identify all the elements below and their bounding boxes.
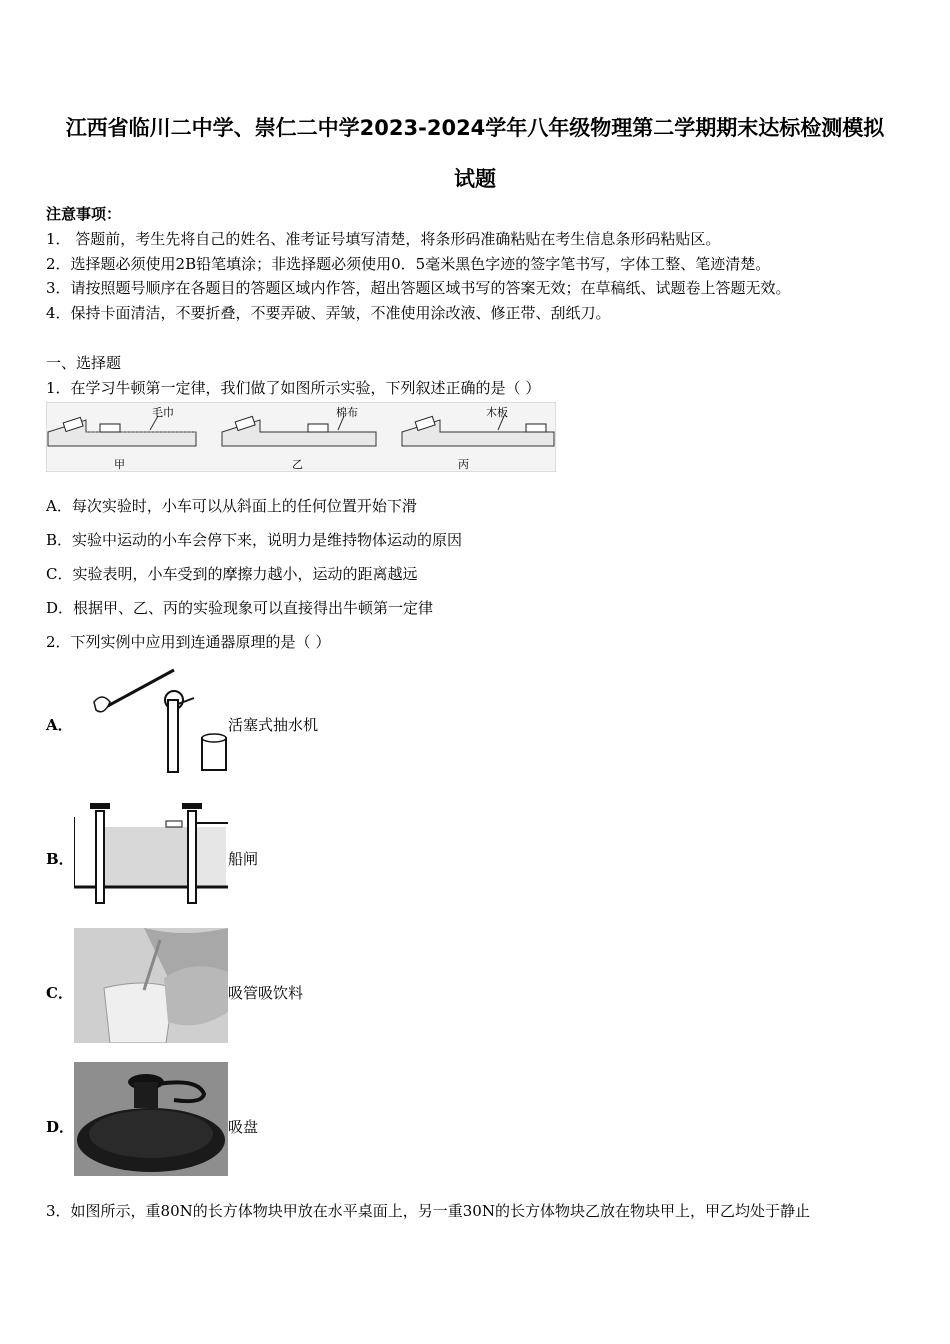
doc-title-line1: 江西省临川二中学、崇仁二中学2023-2024学年八年级物理第二学期期末达标检测模拟 [65,116,885,140]
q1-option-b: B．实验中运动的小车会停下来，说明力是维持物体运动的原因 [46,531,463,549]
pump-illustration [74,660,228,775]
section-heading: 一、选择题 [46,354,122,372]
q1-option-c: C．实验表明，小车受到的摩擦力越小，运动的距离越远 [46,565,418,583]
q1-caption-bing: 丙 [458,458,469,471]
notice-heading: 注意事项： [46,205,122,223]
q1-caption-jia: 甲 [114,458,125,471]
notice-item-4: 4．保持卡面清洁，不要折叠，不要弄破、弄皱，不准使用涂改液、修正带、刮纸刀。 [46,304,611,322]
notice-item-2: 2．选择题必须使用2B铅笔填涂；非选择题必须使用0．5毫米黑色字迹的签字笔书写，字体工整、笔迹清楚。 [46,255,771,273]
q2-stem: 2．下列实例中应用到连通器原理的是（ ） [46,633,331,651]
q1-label-muban: 木板 [486,406,508,419]
q1-label-maojin: 毛巾 [152,406,174,419]
q2-option-d-letter: D． [46,1118,75,1136]
q2-option-d-text: 吸盘 [228,1118,259,1136]
q1-option-d: D．根据甲、乙、丙的实验现象可以直接得出牛顿第一定律 [46,599,434,617]
q1-label-mianbu: 棉布 [336,406,358,419]
ship-lock-illustration [74,797,228,909]
q3-stem: 3．如图所示，重80N的长方体物块甲放在水平桌面上，另一重30N的长方体物块乙放在物块甲上，甲乙均处于静止 [46,1202,810,1220]
q1-stem: 1．在学习牛顿第一定律，我们做了如图所示实验，下列叙述正确的是（ ） [46,379,541,397]
q2-option-b-text: 船闸 [228,850,259,868]
q2-option-c-text: 吸管吸饮料 [228,984,304,1002]
q2-option-a-text: 活塞式抽水机 [228,716,319,734]
q1-caption-yi: 乙 [292,458,303,471]
notice-item-3: 3．请按照题号顺序在各题目的答题区域内作答，超出答题区域书写的答案无效；在草稿纸、试题卷上答题无效。 [46,279,791,297]
notice-item-1: 1． 答题前，考生先将自己的姓名、准考证号填写清楚，将条形码准确粘贴在考生信息条形码粘贴区。 [46,230,721,248]
q2-option-c-letter: C． [46,984,73,1002]
q2-option-a-letter: A． [46,716,73,734]
suction-cup-photo [74,1062,228,1176]
doc-title-line2: 试题 [454,167,496,191]
straw-drink-photo [74,928,228,1043]
q2-option-b-letter: B． [46,850,74,868]
q1-option-a: A．每次实验时，小车可以从斜面上的任何位置开始下滑 [46,497,417,515]
